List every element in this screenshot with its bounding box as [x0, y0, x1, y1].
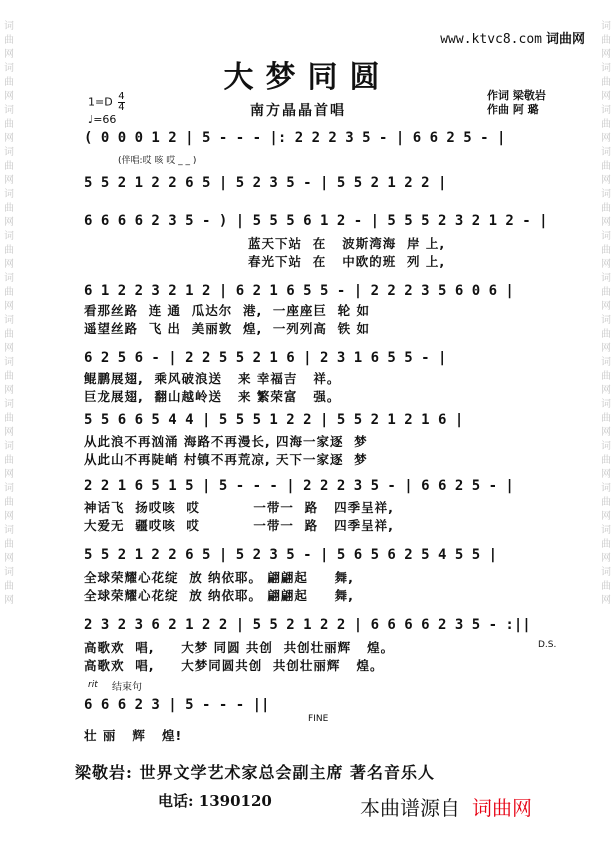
accompany-note: (伴唱:哎 咳 哎 _ _ ): [118, 156, 197, 166]
lyric-7a: 高歌欢 唱, 大梦 同圆 共创 共创壮丽辉 煌。: [84, 640, 395, 655]
ds-mark: D.S.: [538, 640, 557, 650]
lyric-2a: 看那丝路 连 通 瓜达尔 港, 一座座巨 轮 如: [84, 303, 370, 318]
lyric-6b: 全球荣耀心花绽 放 纳依耶。 翩翩起 舞,: [84, 588, 354, 603]
staff-line-5: 6 2 5 6 - | 2 2 5 5 2 1 6 | 2 3 1 6 5 5 - |: [84, 350, 447, 366]
lyric-8: 壮 丽 辉 煌!: [84, 728, 183, 743]
key-signature: [88, 92, 125, 127]
time-top: 4: [118, 91, 125, 102]
lyricist: 作词 梁敬岩: [487, 89, 546, 102]
composer: 作曲 阿 璐: [487, 103, 539, 116]
lyric-3b: 巨龙展翅, 翻山越岭送 来 繁荣富 强。: [84, 389, 341, 404]
ending-mark: 结束句: [112, 682, 142, 693]
staff-line-8: 5 5 2 1 2 2 6 5 | 5 2 3 5 - | 5 6 5 6 2 5 4 5 5 |: [84, 547, 498, 563]
lyric-1a: 蓝天下站 在 波斯湾海 岸 上,: [248, 236, 446, 251]
lyric-7b: 高歌欢 唱, 大梦同圆共创 共创壮丽辉 煌。: [84, 658, 384, 673]
lyric-4b: 从此山不再陡峭 村镇不再荒凉, 天下一家逐 梦: [84, 452, 368, 467]
lyric-6a: 全球荣耀心花绽 放 纳依耶。 翩翩起 舞,: [84, 570, 354, 585]
staff-line-6: 5 5 6 6 5 4 4 | 5 5 5 1 2 2 | 5 5 2 1 2 1 6 |: [84, 412, 464, 428]
rit-mark: rit: [88, 680, 98, 690]
lyric-5a: 神话飞 扬哎咳 哎 一带一 路 四季呈祥,: [84, 500, 394, 515]
site-url[interactable]: www.ktvc8.com: [440, 32, 542, 47]
fine-mark: FINE: [308, 714, 329, 724]
side-watermark-left: 词曲网词曲网词曲网词曲网词曲网词曲网词曲网词曲网词曲网词曲网词曲网词曲网词曲网词曲网: [4, 21, 14, 606]
lyric-2b: 遥望丝路 飞 出 美丽敦 煌, 一列列高 铁 如: [84, 321, 370, 336]
staff-line-10: 6 6 6 2 3 | 5 - - - ||: [84, 697, 270, 713]
staff-line-2: 5 5 2 1 2 2 6 5 | 5 2 3 5 - | 5 5 2 1 2 2 |: [84, 175, 447, 191]
staff-line-7: 2 2 1 6 5 1 5 | 5 - - - | 2 2 2 3 5 - | 6 6 2 5 - |: [84, 478, 514, 494]
staff-line-4: 6 1 2 2 3 2 1 2 | 6 2 1 6 5 5 - | 2 2 2 3 5 6 0 6 |: [84, 283, 514, 299]
site-name: 词曲网: [545, 32, 585, 47]
tempo: ♩=66: [88, 113, 117, 126]
source-prefix: 本曲谱源自: [360, 796, 460, 820]
phone-line: 电话: 1390120: [158, 792, 272, 810]
lyric-4a: 从此浪不再汹涌 海路不再漫长, 四海一家逐 梦: [84, 434, 368, 449]
lyric-1b: 春光下站 在 中欧的班 列 上,: [248, 254, 446, 269]
time-signature: [118, 92, 124, 113]
staff-line-1: ( 0 0 0 1 2 | 5 - - - |: 2 2 2 3 5 - | 6 6 2 5 - |: [84, 130, 506, 146]
staff-line-3: 6 6 6 6 2 3 5 - ) | 5 5 5 6 1 2 - | 5 5 5 2 3 2 1 2 - |: [84, 213, 548, 229]
lyric-3a: 鲲鹏展翅, 乘风破浪送 来 幸福吉 祥。: [84, 371, 341, 386]
song-title: 大梦同圆: [223, 60, 392, 95]
singer-credit: 南方晶晶首唱: [250, 103, 346, 119]
time-bottom: 4: [118, 102, 125, 113]
site-header: [440, 28, 585, 47]
key-line: 1=D: [88, 95, 113, 109]
source-line: [360, 792, 532, 821]
side-watermark-right: 词曲网词曲网词曲网词曲网词曲网词曲网词曲网词曲网词曲网词曲网词曲网词曲网词曲网词曲网: [601, 21, 611, 606]
author-line: 梁敬岩: 世界文学艺术家总会副主席 著名音乐人: [75, 763, 436, 782]
lyric-5b: 大爱无 疆哎咳 哎 一带一 路 四季呈祥,: [84, 518, 394, 533]
credits: [487, 89, 546, 117]
staff-line-9: 2 3 2 3 6 2 1 2 2 | 5 5 2 1 2 2 | 6 6 6 6 2 3 5 - :||: [84, 617, 531, 633]
source-site[interactable]: 词曲网: [472, 796, 532, 820]
